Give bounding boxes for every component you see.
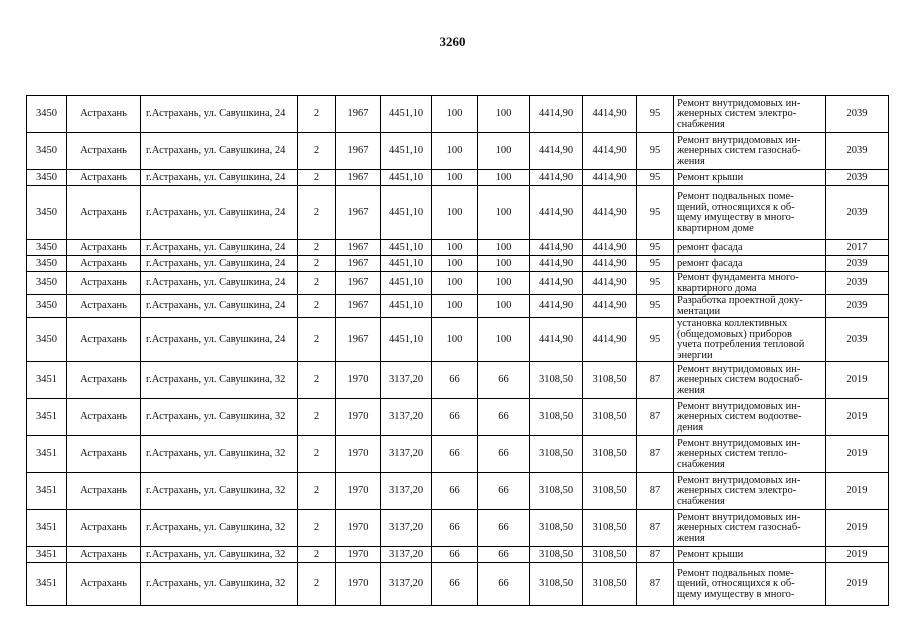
- column-value-cell: 2: [298, 547, 336, 563]
- address-cell: г.Астрахань, ул. Савушкина, 32: [141, 510, 298, 547]
- column-value-cell: 3108,50: [530, 563, 583, 606]
- city-cell: Астрахань: [67, 240, 141, 256]
- address-cell: г.Астрахань, ул. Савушкина, 24: [141, 186, 298, 240]
- build-year-cell: 1970: [336, 563, 381, 606]
- area-cell: 3137,20: [381, 362, 432, 399]
- column-value-cell: 2: [298, 563, 336, 606]
- column-value-cell: 2: [298, 170, 336, 186]
- work-type-line: жения: [677, 532, 705, 544]
- column-value-cell: 95: [637, 295, 674, 318]
- object-id-cell: 3451: [27, 473, 67, 510]
- column-value-cell: 95: [637, 272, 674, 295]
- build-year-cell: 1967: [336, 96, 381, 133]
- build-year-cell: 1970: [336, 510, 381, 547]
- object-id-cell: 3450: [27, 170, 67, 186]
- work-type-cell: [674, 295, 826, 318]
- area-cell: 3137,20: [381, 510, 432, 547]
- work-type-cell: [674, 399, 826, 436]
- work-type-line: женерных систем водоотве-: [677, 411, 802, 423]
- work-type-line: Ремонт подвальных поме-: [677, 567, 794, 579]
- plan-year-cell: 2019: [826, 399, 889, 436]
- column-value-cell: 87: [637, 473, 674, 510]
- column-value-cell: 100: [432, 256, 478, 272]
- table-row: [27, 96, 889, 133]
- object-id-cell: 3450: [27, 186, 67, 240]
- table-row: [27, 295, 889, 318]
- work-type-cell: [674, 510, 826, 547]
- work-type-cell: [674, 362, 826, 399]
- column-value-cell: 2: [298, 96, 336, 133]
- build-year-cell: 1967: [336, 170, 381, 186]
- column-value-cell: 66: [432, 563, 478, 606]
- column-value-cell: 100: [478, 96, 530, 133]
- column-value-cell: 87: [637, 510, 674, 547]
- work-type-line: Ремонт внутридомовых ин-: [677, 437, 801, 449]
- address-cell: г.Астрахань, ул. Савушкина, 24: [141, 318, 298, 362]
- column-value-cell: 3108,50: [530, 399, 583, 436]
- area-cell: 4451,10: [381, 170, 432, 186]
- column-value-cell: 3108,50: [530, 362, 583, 399]
- column-value-cell: 100: [432, 96, 478, 133]
- column-value-cell: 87: [637, 563, 674, 606]
- column-value-cell: 3108,50: [583, 473, 637, 510]
- build-year-cell: 1970: [336, 399, 381, 436]
- work-type-line: дения: [677, 421, 704, 433]
- work-type-line: снабжения: [677, 458, 725, 470]
- column-value-cell: 2: [298, 436, 336, 473]
- work-type-line: женерных систем тепло-: [677, 448, 788, 460]
- column-value-cell: 4414,90: [583, 240, 637, 256]
- table-row: [27, 399, 889, 436]
- city-cell: Астрахань: [67, 318, 141, 362]
- work-type-line: снабжения: [677, 495, 725, 507]
- object-id-cell: 3451: [27, 399, 67, 436]
- work-type-cell: [674, 547, 826, 563]
- table-row: [27, 510, 889, 547]
- column-value-cell: 3108,50: [583, 563, 637, 606]
- column-value-cell: 4414,90: [530, 240, 583, 256]
- column-value-cell: 4414,90: [530, 256, 583, 272]
- address-cell: г.Астрахань, ул. Савушкина, 24: [141, 272, 298, 295]
- city-cell: Астрахань: [67, 473, 141, 510]
- city-cell: Астрахань: [67, 96, 141, 133]
- area-cell: 4451,10: [381, 96, 432, 133]
- column-value-cell: 66: [432, 436, 478, 473]
- column-value-cell: 3108,50: [530, 473, 583, 510]
- work-type-line: щему имуществу в много-: [677, 212, 795, 223]
- work-type-line: Ремонт внутридомовых ин-: [677, 474, 801, 486]
- work-type-line: жения: [677, 155, 705, 167]
- area-cell: 4451,10: [381, 240, 432, 256]
- object-id-cell: 3450: [27, 96, 67, 133]
- column-value-cell: 95: [637, 256, 674, 272]
- column-value-cell: 100: [478, 133, 530, 170]
- plan-year-cell: 2019: [826, 510, 889, 547]
- plan-year-cell: 2039: [826, 272, 889, 295]
- plan-year-cell: 2039: [826, 133, 889, 170]
- build-year-cell: 1967: [336, 318, 381, 362]
- column-value-cell: 4414,90: [583, 318, 637, 362]
- column-value-cell: 2: [298, 473, 336, 510]
- object-id-cell: 3450: [27, 318, 67, 362]
- table-row: [27, 362, 889, 399]
- work-type-line: Ремонт внутридомовых ин-: [677, 363, 801, 375]
- work-type-line: ремонт фасада: [677, 241, 743, 253]
- column-value-cell: 87: [637, 547, 674, 563]
- object-id-cell: 3451: [27, 362, 67, 399]
- work-type-line: щему имуществу в много-: [677, 588, 795, 600]
- column-value-cell: 4414,90: [583, 96, 637, 133]
- column-value-cell: 100: [478, 256, 530, 272]
- object-id-cell: 3450: [27, 133, 67, 170]
- column-value-cell: 3108,50: [583, 547, 637, 563]
- address-cell: г.Астрахань, ул. Савушкина, 24: [141, 170, 298, 186]
- column-value-cell: 3108,50: [530, 510, 583, 547]
- city-cell: Астрахань: [67, 547, 141, 563]
- column-value-cell: 4414,90: [583, 272, 637, 295]
- build-year-cell: 1967: [336, 256, 381, 272]
- area-cell: 3137,20: [381, 563, 432, 606]
- plan-year-cell: 2019: [826, 436, 889, 473]
- column-value-cell: 4414,90: [530, 318, 583, 362]
- repair-schedule-table: [26, 95, 889, 606]
- work-type-line: жения: [677, 384, 705, 396]
- work-type-line: щений, относящихся к об-: [677, 578, 795, 590]
- work-type-cell: [674, 170, 826, 186]
- city-cell: Астрахань: [67, 272, 141, 295]
- work-type-line: ремонт фасада: [677, 257, 743, 269]
- area-cell: 4451,10: [381, 318, 432, 362]
- work-type-line: ментации: [677, 305, 721, 317]
- column-value-cell: 100: [432, 133, 478, 170]
- column-value-cell: 2: [298, 240, 336, 256]
- work-type-line: женерных систем электро-: [677, 485, 797, 497]
- work-type-line: женерных систем газоснаб-: [677, 145, 801, 157]
- area-cell: 3137,20: [381, 399, 432, 436]
- column-value-cell: 66: [478, 473, 530, 510]
- column-value-cell: 4414,90: [583, 133, 637, 170]
- table-row: [27, 563, 889, 606]
- area-cell: 4451,10: [381, 133, 432, 170]
- work-type-line: Ремонт внутридомовых ин-: [677, 97, 801, 109]
- work-type-line: Ремонт внутридомовых ин-: [677, 511, 801, 523]
- column-value-cell: 2: [298, 510, 336, 547]
- column-value-cell: 2: [298, 318, 336, 362]
- column-value-cell: 2: [298, 362, 336, 399]
- column-value-cell: 100: [478, 318, 530, 362]
- plan-year-cell: 2039: [826, 295, 889, 318]
- work-type-line: (общедомовых) приборов: [677, 328, 792, 340]
- build-year-cell: 1970: [336, 547, 381, 563]
- column-value-cell: 3108,50: [583, 362, 637, 399]
- object-id-cell: 3451: [27, 436, 67, 473]
- column-value-cell: 4414,90: [530, 170, 583, 186]
- plan-year-cell: 2039: [826, 318, 889, 362]
- column-value-cell: 66: [432, 399, 478, 436]
- column-value-cell: 66: [432, 362, 478, 399]
- city-cell: Астрахань: [67, 399, 141, 436]
- table-row: [27, 272, 889, 295]
- column-value-cell: 3108,50: [583, 399, 637, 436]
- column-value-cell: 66: [478, 547, 530, 563]
- column-value-cell: 100: [432, 272, 478, 295]
- address-cell: г.Астрахань, ул. Савушкина, 32: [141, 436, 298, 473]
- column-value-cell: 66: [432, 510, 478, 547]
- city-cell: Астрахань: [67, 170, 141, 186]
- work-type-line: женерных систем газоснаб-: [677, 522, 801, 534]
- address-cell: г.Астрахань, ул. Савушкина, 24: [141, 96, 298, 133]
- plan-year-cell: 2039: [826, 256, 889, 272]
- column-value-cell: 3108,50: [530, 547, 583, 563]
- area-cell: 4451,10: [381, 272, 432, 295]
- column-value-cell: 66: [478, 399, 530, 436]
- column-value-cell: 66: [478, 563, 530, 606]
- column-value-cell: 4414,90: [583, 170, 637, 186]
- work-type-cell: [674, 240, 826, 256]
- column-value-cell: 3108,50: [583, 510, 637, 547]
- city-cell: Астрахань: [67, 256, 141, 272]
- column-value-cell: 2: [298, 186, 336, 240]
- build-year-cell: 1970: [336, 436, 381, 473]
- column-value-cell: 2: [298, 295, 336, 318]
- city-cell: Астрахань: [67, 295, 141, 318]
- column-value-cell: 4414,90: [530, 272, 583, 295]
- address-cell: г.Астрахань, ул. Савушкина, 32: [141, 547, 298, 563]
- work-type-line: Ремонт внутридомовых ин-: [677, 400, 801, 412]
- page-number: 3260: [439, 34, 466, 49]
- object-id-cell: 3450: [27, 240, 67, 256]
- object-id-cell: 3451: [27, 547, 67, 563]
- column-value-cell: 3108,50: [583, 436, 637, 473]
- build-year-cell: 1970: [336, 362, 381, 399]
- column-value-cell: 2: [298, 256, 336, 272]
- work-type-cell: [674, 133, 826, 170]
- work-type-line: квартирного дома: [677, 282, 757, 294]
- city-cell: Астрахань: [67, 510, 141, 547]
- column-value-cell: 100: [432, 186, 478, 240]
- work-type-line: установка коллективных: [677, 318, 788, 329]
- address-cell: г.Астрахань, ул. Савушкина, 32: [141, 563, 298, 606]
- table-row: [27, 170, 889, 186]
- column-value-cell: 66: [432, 547, 478, 563]
- table-row: [27, 473, 889, 510]
- column-value-cell: 66: [478, 436, 530, 473]
- table-row: [27, 133, 889, 170]
- table-row: [27, 436, 889, 473]
- address-cell: г.Астрахань, ул. Савушкина, 32: [141, 362, 298, 399]
- column-value-cell: 2: [298, 133, 336, 170]
- column-value-cell: 100: [432, 240, 478, 256]
- work-type-line: Разработка проектной доку-: [677, 295, 803, 306]
- column-value-cell: 100: [478, 170, 530, 186]
- plan-year-cell: 2039: [826, 96, 889, 133]
- table-row: [27, 547, 889, 563]
- table-row: [27, 318, 889, 362]
- work-type-cell: [674, 96, 826, 133]
- object-id-cell: 3450: [27, 272, 67, 295]
- column-value-cell: 95: [637, 186, 674, 240]
- work-type-cell: [674, 256, 826, 272]
- work-type-line: женерных систем электро-: [677, 108, 797, 120]
- column-value-cell: 100: [478, 186, 530, 240]
- work-type-line: щений, относящихся к об-: [677, 201, 795, 213]
- address-cell: г.Астрахань, ул. Савушкина, 24: [141, 295, 298, 318]
- plan-year-cell: 2019: [826, 473, 889, 510]
- column-value-cell: 95: [637, 170, 674, 186]
- object-id-cell: 3451: [27, 563, 67, 606]
- plan-year-cell: 2019: [826, 563, 889, 606]
- column-value-cell: 4414,90: [583, 295, 637, 318]
- column-value-cell: 4414,90: [530, 96, 583, 133]
- address-cell: г.Астрахань, ул. Савушкина, 24: [141, 133, 298, 170]
- column-value-cell: 66: [478, 362, 530, 399]
- column-value-cell: 95: [637, 133, 674, 170]
- plan-year-cell: 2017: [826, 240, 889, 256]
- object-id-cell: 3451: [27, 510, 67, 547]
- column-value-cell: 100: [478, 272, 530, 295]
- area-cell: 4451,10: [381, 256, 432, 272]
- build-year-cell: 1967: [336, 186, 381, 240]
- column-value-cell: 66: [432, 473, 478, 510]
- work-type-cell: [674, 563, 826, 606]
- work-type-cell: [674, 436, 826, 473]
- object-id-cell: 3450: [27, 256, 67, 272]
- work-type-line: учета потребления тепловой: [677, 339, 805, 350]
- build-year-cell: 1967: [336, 295, 381, 318]
- work-type-cell: [674, 473, 826, 510]
- work-type-line: Ремонт фундамента много-: [677, 272, 799, 283]
- column-value-cell: 2: [298, 399, 336, 436]
- address-cell: г.Астрахань, ул. Савушкина, 32: [141, 399, 298, 436]
- column-value-cell: 2: [298, 272, 336, 295]
- area-cell: 3137,20: [381, 473, 432, 510]
- plan-year-cell: 2019: [826, 362, 889, 399]
- column-value-cell: 87: [637, 436, 674, 473]
- column-value-cell: 87: [637, 399, 674, 436]
- work-type-line: женерных систем водоснаб-: [677, 374, 803, 386]
- build-year-cell: 1967: [336, 133, 381, 170]
- city-cell: Астрахань: [67, 563, 141, 606]
- plan-year-cell: 2019: [826, 547, 889, 563]
- build-year-cell: 1967: [336, 240, 381, 256]
- area-cell: 4451,10: [381, 186, 432, 240]
- column-value-cell: 100: [478, 295, 530, 318]
- column-value-cell: 95: [637, 318, 674, 362]
- table-row: [27, 240, 889, 256]
- address-cell: г.Астрахань, ул. Савушкина, 24: [141, 256, 298, 272]
- address-cell: г.Астрахань, ул. Савушкина, 24: [141, 240, 298, 256]
- table-row: [27, 186, 889, 240]
- city-cell: Астрахань: [67, 186, 141, 240]
- column-value-cell: 4414,90: [583, 256, 637, 272]
- city-cell: Астрахань: [67, 436, 141, 473]
- column-value-cell: 100: [478, 240, 530, 256]
- column-value-cell: 95: [637, 96, 674, 133]
- table-row: [27, 256, 889, 272]
- column-value-cell: 66: [478, 510, 530, 547]
- column-value-cell: 100: [432, 170, 478, 186]
- build-year-cell: 1970: [336, 473, 381, 510]
- area-cell: 4451,10: [381, 295, 432, 318]
- column-value-cell: 100: [432, 318, 478, 362]
- work-type-cell: [674, 186, 826, 240]
- column-value-cell: 4414,90: [583, 186, 637, 240]
- work-type-line: снабжения: [677, 118, 725, 130]
- object-id-cell: 3450: [27, 295, 67, 318]
- column-value-cell: 4414,90: [530, 186, 583, 240]
- city-cell: Астрахань: [67, 362, 141, 399]
- column-value-cell: 95: [637, 240, 674, 256]
- column-value-cell: 3108,50: [530, 436, 583, 473]
- column-value-cell: 100: [432, 295, 478, 318]
- city-cell: Астрахань: [67, 133, 141, 170]
- column-value-cell: 87: [637, 362, 674, 399]
- area-cell: 3137,20: [381, 436, 432, 473]
- work-type-line: Ремонт крыши: [677, 171, 744, 183]
- plan-year-cell: 2039: [826, 186, 889, 240]
- address-cell: г.Астрахань, ул. Савушкина, 32: [141, 473, 298, 510]
- work-type-line: Ремонт крыши: [677, 548, 744, 560]
- work-type-cell: [674, 318, 826, 362]
- work-type-line: Ремонт внутридомовых ин-: [677, 134, 801, 146]
- column-value-cell: 4414,90: [530, 133, 583, 170]
- plan-year-cell: 2039: [826, 170, 889, 186]
- build-year-cell: 1967: [336, 272, 381, 295]
- work-type-line: энергии: [677, 349, 713, 361]
- work-type-cell: [674, 272, 826, 295]
- area-cell: 3137,20: [381, 547, 432, 563]
- work-type-line: квартирном доме: [677, 222, 754, 234]
- work-type-line: Ремонт подвальных поме-: [677, 191, 794, 202]
- column-value-cell: 4414,90: [530, 295, 583, 318]
